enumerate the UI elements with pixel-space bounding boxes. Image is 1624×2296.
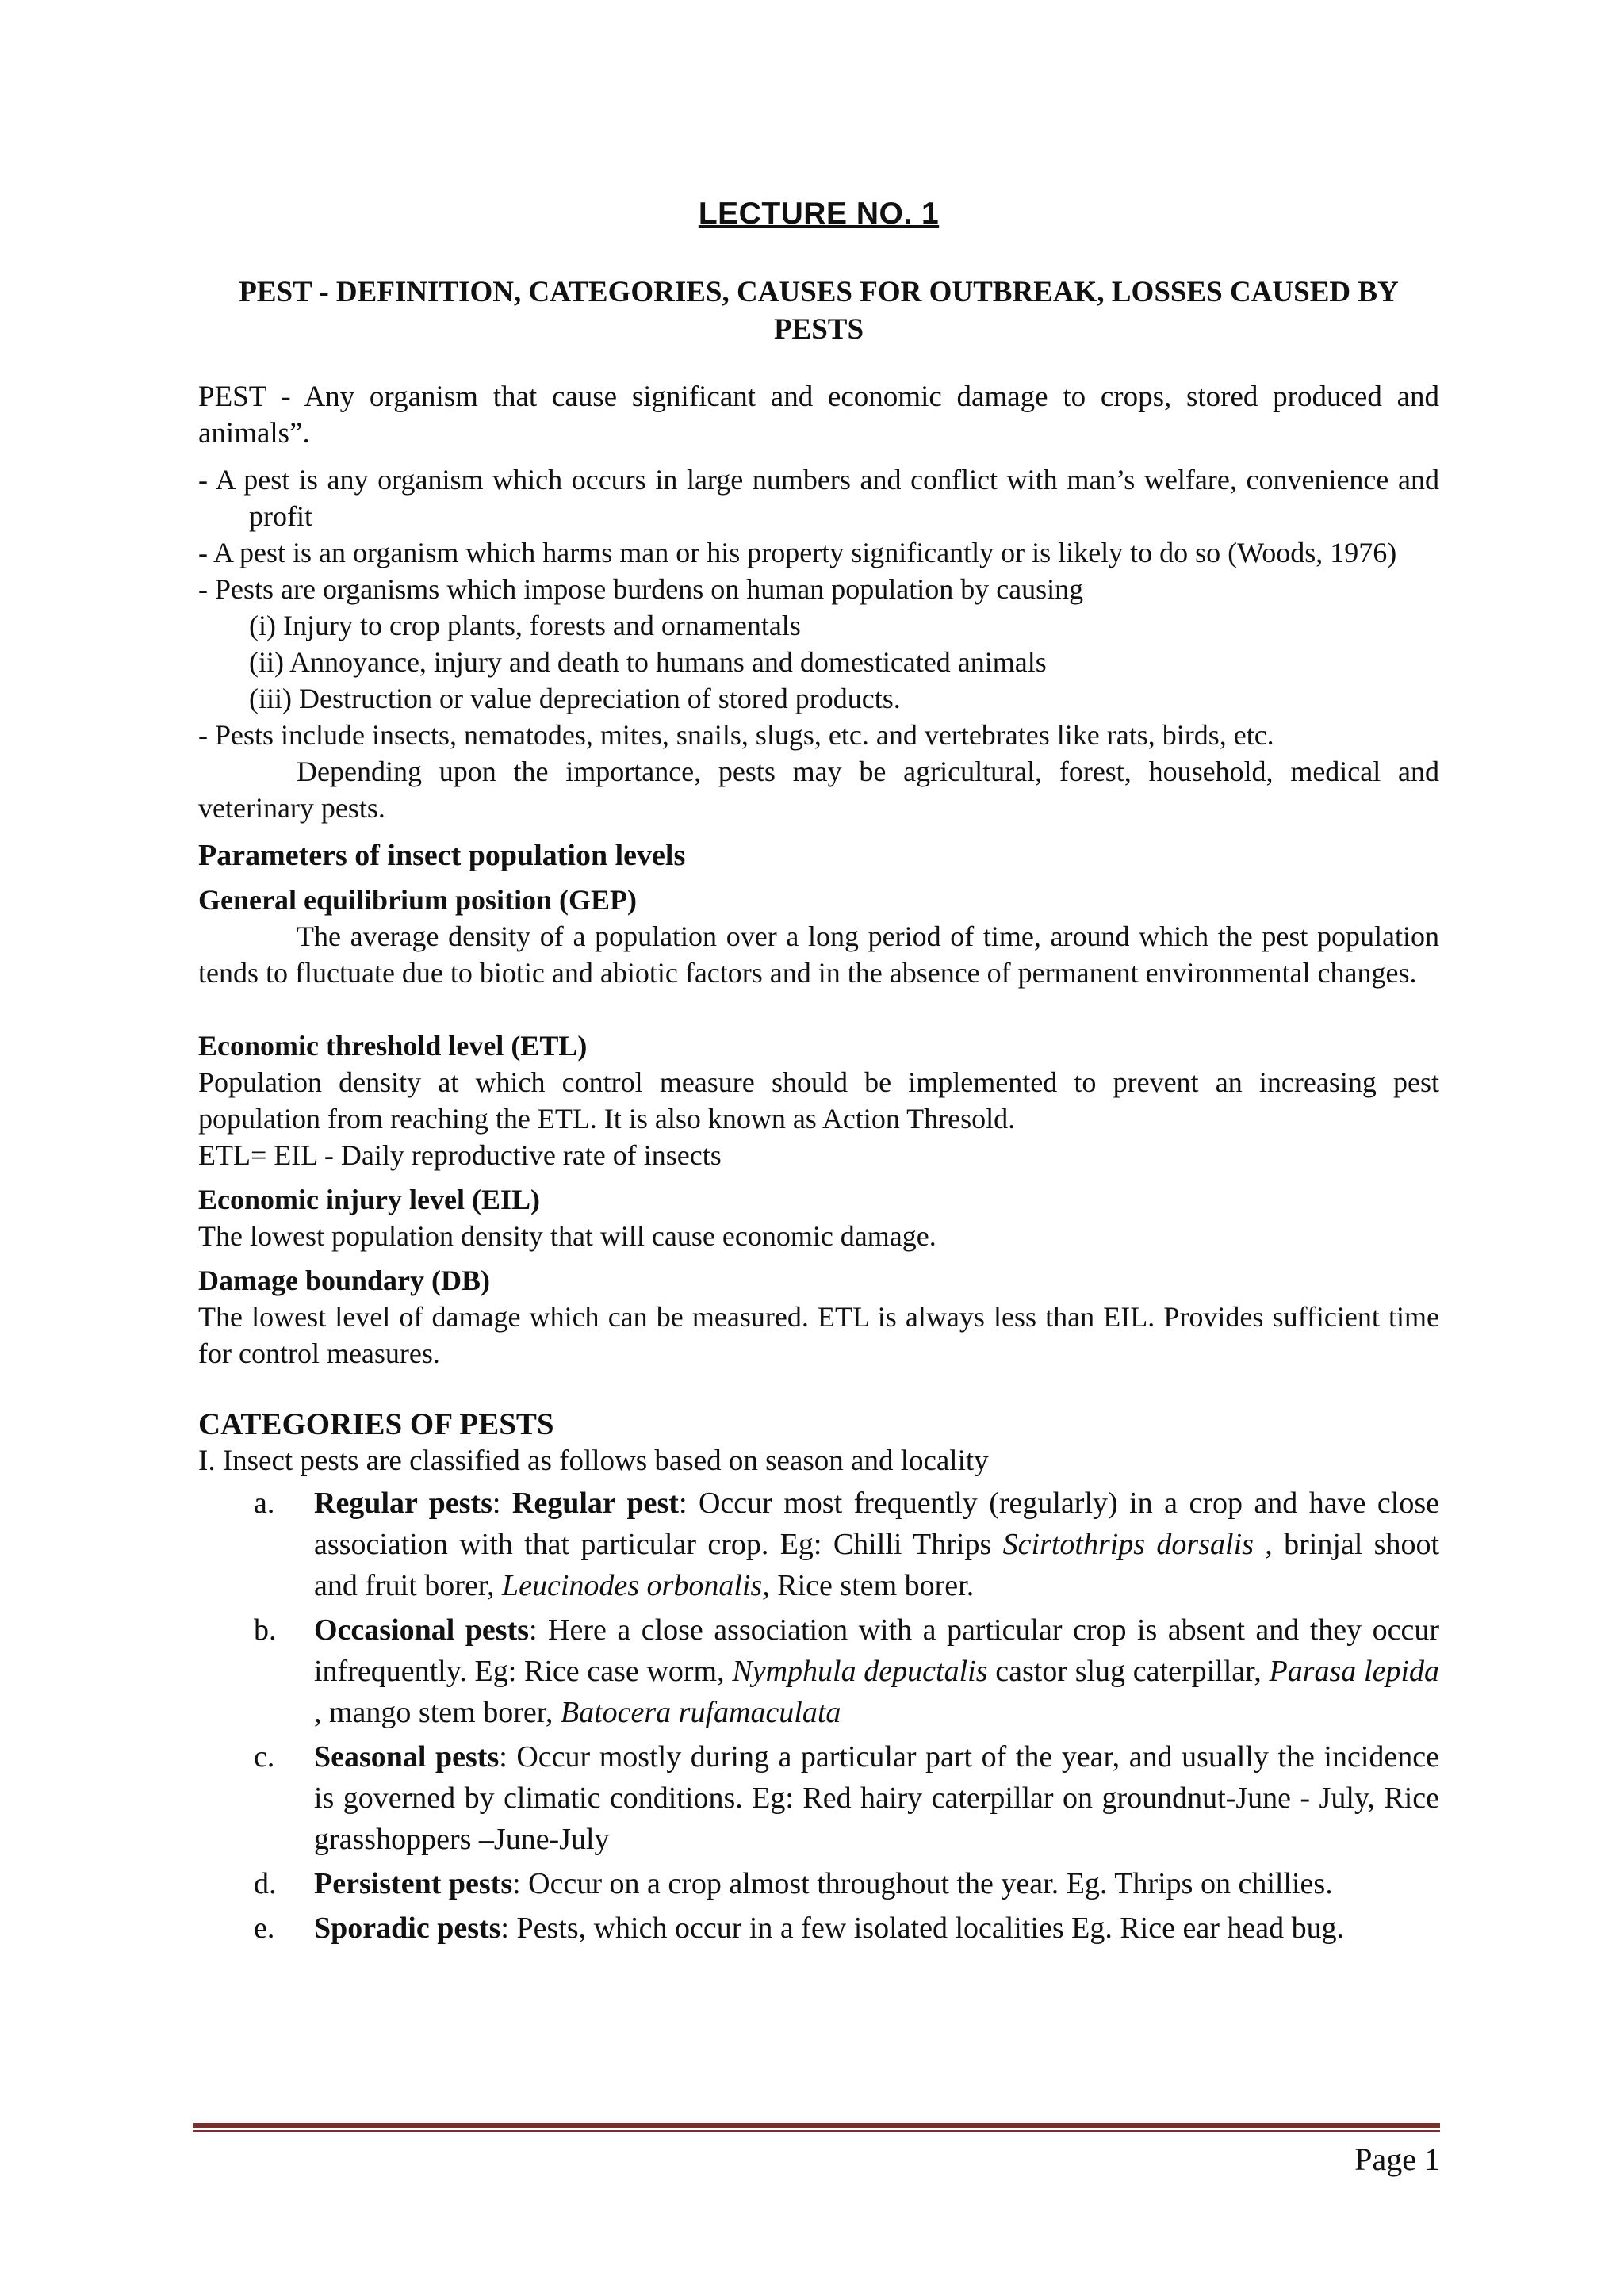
list-marker: b. [254, 1613, 277, 1647]
etl-formula: ETL= EIL - Daily reproductive rate of insects [198, 1139, 722, 1171]
etl-heading: Economic threshold level (ETL) [198, 1030, 588, 1062]
category-term: Regular pests [314, 1487, 492, 1520]
category-item-persistent [198, 1863, 1439, 1904]
definition-point: - A pest is any organism which occurs in large numbers and conflict with man’s welfare, convenience and profit [198, 464, 1439, 532]
category-term: Seasonal pests [314, 1740, 500, 1774]
category-text: : Occur most frequently (regularly) in a crop and have close association with that particular crop. Eg: Chilli Thrips [314, 1487, 1439, 1561]
category-text: , mango stem borer, [314, 1696, 561, 1729]
list-marker: e. [254, 1911, 275, 1945]
scientific-name: Scirtothrips dorsalis [1002, 1528, 1254, 1561]
db-text: The lowest level of damage which can be measured. ETL is always less than EIL. Provides sufficient time for control measures. [198, 1301, 1439, 1369]
category-text: : Pests, which occur in a few isolated localities Eg. Rice ear head bug. [500, 1911, 1345, 1945]
category-separator: : [492, 1487, 512, 1520]
burden-item: (i) Injury to crop plants, forests and ornamentals [249, 610, 801, 641]
parameters-heading: Parameters of insect population levels [198, 839, 686, 872]
category-item-occasional [198, 1609, 1439, 1733]
category-text: , brinjal shoot and fruit borer, [314, 1528, 1439, 1602]
importance-text: Depending upon the importance, pests may be agricultural, forest, household, medical and veterinary pests. [198, 756, 1439, 824]
etl-text: Population density at which control measure should be implemented to prevent an increasing pest population from reaching the ETL. It is also known as Action Thresold. [198, 1066, 1439, 1135]
category-term: Persistent pests [314, 1867, 513, 1900]
gep-heading: General equilibrium position (GEP) [198, 884, 638, 916]
category-term-repeat: Regular pest [511, 1487, 679, 1520]
categories-heading: CATEGORIES OF PESTS [198, 1407, 554, 1441]
scientific-name: Nymphula depuctalis [732, 1655, 988, 1688]
db-heading: Damage boundary (DB) [198, 1265, 491, 1296]
footer-divider-thin [193, 2130, 1440, 2132]
page-number: Page 1 [1354, 2141, 1440, 2177]
category-item-regular [198, 1483, 1439, 1606]
list-marker: a. [254, 1487, 275, 1520]
main-heading: PEST - DEFINITION, CATEGORIES, CAUSES FOR OUTBREAK, LOSSES CAUSED BY PESTS [239, 276, 1399, 346]
categories-intro: I. Insect pests are classified as follows based on season and locality [198, 1445, 989, 1477]
category-term: Occasional pests [314, 1613, 530, 1647]
list-marker: c. [254, 1740, 275, 1774]
definition-point: - A pest is an organism which harms man or his property significantly or is likely to do so (Woods, 1976) [198, 537, 1397, 568]
eil-text: The lowest population density that will cause economic damage. [198, 1220, 936, 1252]
footer-divider [193, 2123, 1440, 2128]
scientific-name: Parasa lepida [1269, 1655, 1440, 1688]
burden-item: (ii) Annoyance, injury and death to humans and domesticated animals [249, 646, 1047, 678]
category-term: Sporadic pests [314, 1911, 501, 1945]
category-item-sporadic [198, 1908, 1439, 1949]
lecture-title: LECTURE NO. 1 [698, 197, 940, 231]
pests-include-text: - Pests include insects, nematodes, mites, snails, slugs, etc. and vertebrates like rats, birds, etc. [198, 719, 1274, 751]
pest-definition: PEST - Any organism that cause significant and economic damage to crops, stored produced and animals”. [198, 381, 1439, 450]
category-item-seasonal [198, 1736, 1439, 1860]
category-text: : Here a close association with a particular crop is absent and they occur infrequently. Eg: Rice case worm, [314, 1613, 1439, 1688]
scientific-name: Batocera rufamaculata [560, 1696, 841, 1729]
categories-list [198, 1483, 1439, 1949]
category-text: castor slug caterpillar, [987, 1655, 1270, 1688]
eil-heading: Economic injury level (EIL) [198, 1184, 540, 1215]
burden-item: (iii) Destruction or value depreciation of stored products. [249, 683, 901, 714]
definition-point: - Pests are organisms which impose burdens on human population by causing [198, 573, 1084, 605]
list-marker: d. [254, 1867, 277, 1900]
category-text: : Occur mostly during a particular part of the year, and usually the incidence is governed by climatic conditions. Eg: Red hairy caterpillar on groundnut-June - July, Rice grasshoppers –June-July [314, 1740, 1439, 1856]
scientific-name: Leucinodes orbonalis, [501, 1569, 770, 1602]
gep-text: The average density of a population over a long period of time, around which the pest population tends to fluctuate due to biotic and abiotic factors and in the absence of permanent environmental changes. [198, 920, 1439, 989]
category-text: Rice stem borer. [769, 1569, 975, 1602]
body-flow [198, 379, 1439, 1949]
category-text: : Occur on a crop almost throughout the year. Eg. Thrips on chillies. [512, 1867, 1333, 1900]
